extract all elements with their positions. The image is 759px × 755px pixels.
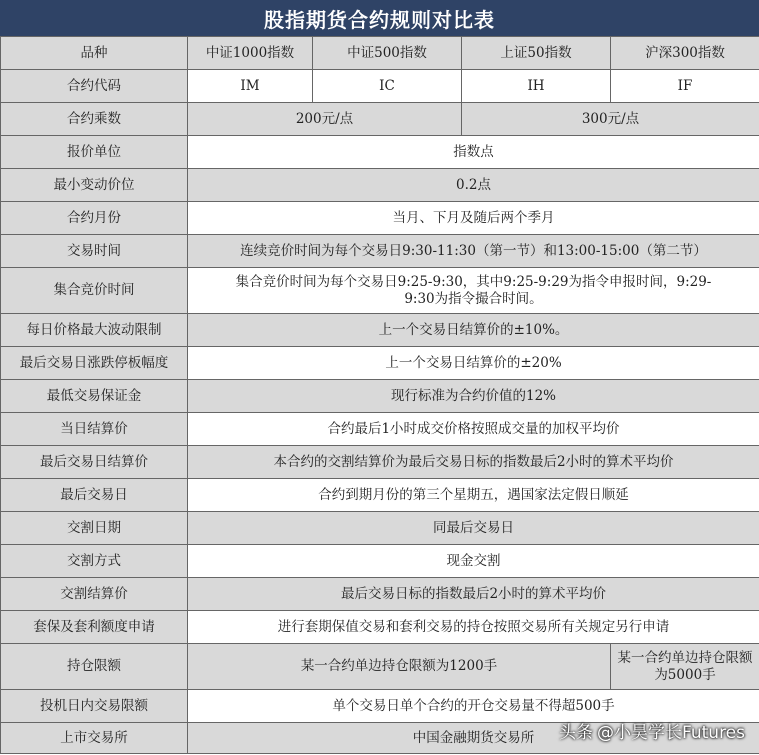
row-label: 交割结算价 — [1, 578, 188, 611]
row-value: 中国金融期货交易所 — [188, 723, 759, 754]
watermark-text: @小昊学长Futures — [597, 723, 745, 743]
table-row — [1, 268, 759, 314]
product-csi500: 中证500指数 — [313, 37, 462, 70]
code-ic: IC — [313, 70, 462, 103]
row-label: 集合竞价时间 — [1, 268, 188, 314]
row-value: 进行套期保值交易和套利交易的持仓按照交易所有关规定另行申请 — [188, 611, 759, 644]
code-ih: IH — [462, 70, 611, 103]
row-value: 同最后交易日 — [188, 512, 759, 545]
table-row — [1, 512, 759, 545]
table-row — [1, 380, 759, 413]
row-value: 上一个交易日结算价的±20% — [188, 347, 759, 380]
table-row — [1, 545, 759, 578]
row-label: 最后交易日 — [1, 479, 188, 512]
row-value: 连续竞价时间为每个交易日9:30-11:30（第一节）和13:00-15:00（第二节） — [188, 235, 759, 268]
multiplier-right: 300元/点 — [462, 103, 759, 136]
row-value: 0.2点 — [188, 169, 759, 202]
row-label: 交易时间 — [1, 235, 188, 268]
table-row — [1, 644, 759, 690]
row-label: 上市交易所 — [1, 723, 188, 754]
multiplier-left: 200元/点 — [188, 103, 462, 136]
row-label: 交割日期 — [1, 512, 188, 545]
row-value: 指数点 — [188, 136, 759, 169]
product-csi1000: 中证1000指数 — [188, 37, 313, 70]
row-label: 交割方式 — [1, 545, 188, 578]
watermark — [559, 718, 745, 743]
row-label: 每日价格最大波动限制 — [1, 314, 188, 347]
table-row — [1, 136, 759, 169]
row-label: 最小变动价位 — [1, 169, 188, 202]
row-value: 集合竞价时间为每个交易日9:25-9:30，其中9:25-9:29为指令申报时间，9:29-9:30为指令撮合时间。 — [188, 268, 759, 314]
table-row — [1, 70, 759, 103]
table-row — [1, 479, 759, 512]
row-label: 合约代码 — [1, 70, 188, 103]
row-label: 投机日内交易限额 — [1, 690, 188, 723]
row-label: 最低交易保证金 — [1, 380, 188, 413]
row-label: 报价单位 — [1, 136, 188, 169]
table-row — [1, 103, 759, 136]
table-row — [1, 446, 759, 479]
row-value: 现行标准为合约价值的12% — [188, 380, 759, 413]
row-label: 合约月份 — [1, 202, 188, 235]
row-label: 最后交易日结算价 — [1, 446, 188, 479]
position-limit-right: 某一合约单边持仓限额为5000手 — [611, 644, 759, 690]
row-value: 最后交易日标的指数最后2小时的算术平均价 — [188, 578, 759, 611]
code-if: IF — [611, 70, 759, 103]
product-csi300: 沪深300指数 — [611, 37, 759, 70]
table-row — [1, 235, 759, 268]
row-label: 持仓限额 — [1, 644, 188, 690]
code-im: IM — [188, 70, 313, 103]
table-row — [1, 413, 759, 446]
table-row — [1, 314, 759, 347]
row-label: 最后交易日涨跌停板幅度 — [1, 347, 188, 380]
table-row — [1, 347, 759, 380]
table-row — [1, 37, 759, 70]
table-row — [1, 202, 759, 235]
row-value: 本合约的交割结算价为最后交易日标的指数最后2小时的算术平均价 — [188, 446, 759, 479]
rules-table — [0, 36, 759, 754]
table-row — [1, 169, 759, 202]
row-label: 套保及套利额度申请 — [1, 611, 188, 644]
row-value: 合约最后1小时成交价格按照成交量的加权平均价 — [188, 413, 759, 446]
row-value: 当月、下月及随后两个季月 — [188, 202, 759, 235]
product-sse50: 上证50指数 — [462, 37, 611, 70]
row-label: 品种 — [1, 37, 188, 70]
table-row — [1, 578, 759, 611]
row-value: 单个交易日单个合约的开仓交易量不得超500手 — [188, 690, 759, 723]
position-limit-left: 某一合约单边持仓限额为1200手 — [188, 644, 611, 690]
row-label: 合约乘数 — [1, 103, 188, 136]
row-value: 现金交割 — [188, 545, 759, 578]
page-title: 股指期货合约规则对比表 — [0, 0, 759, 36]
row-value: 上一个交易日结算价的±10%。 — [188, 314, 759, 347]
row-label: 当日结算价 — [1, 413, 188, 446]
watermark-prefix: 头条 — [559, 723, 593, 743]
table-row — [1, 611, 759, 644]
row-value: 合约到期月份的第三个星期五，遇国家法定假日顺延 — [188, 479, 759, 512]
